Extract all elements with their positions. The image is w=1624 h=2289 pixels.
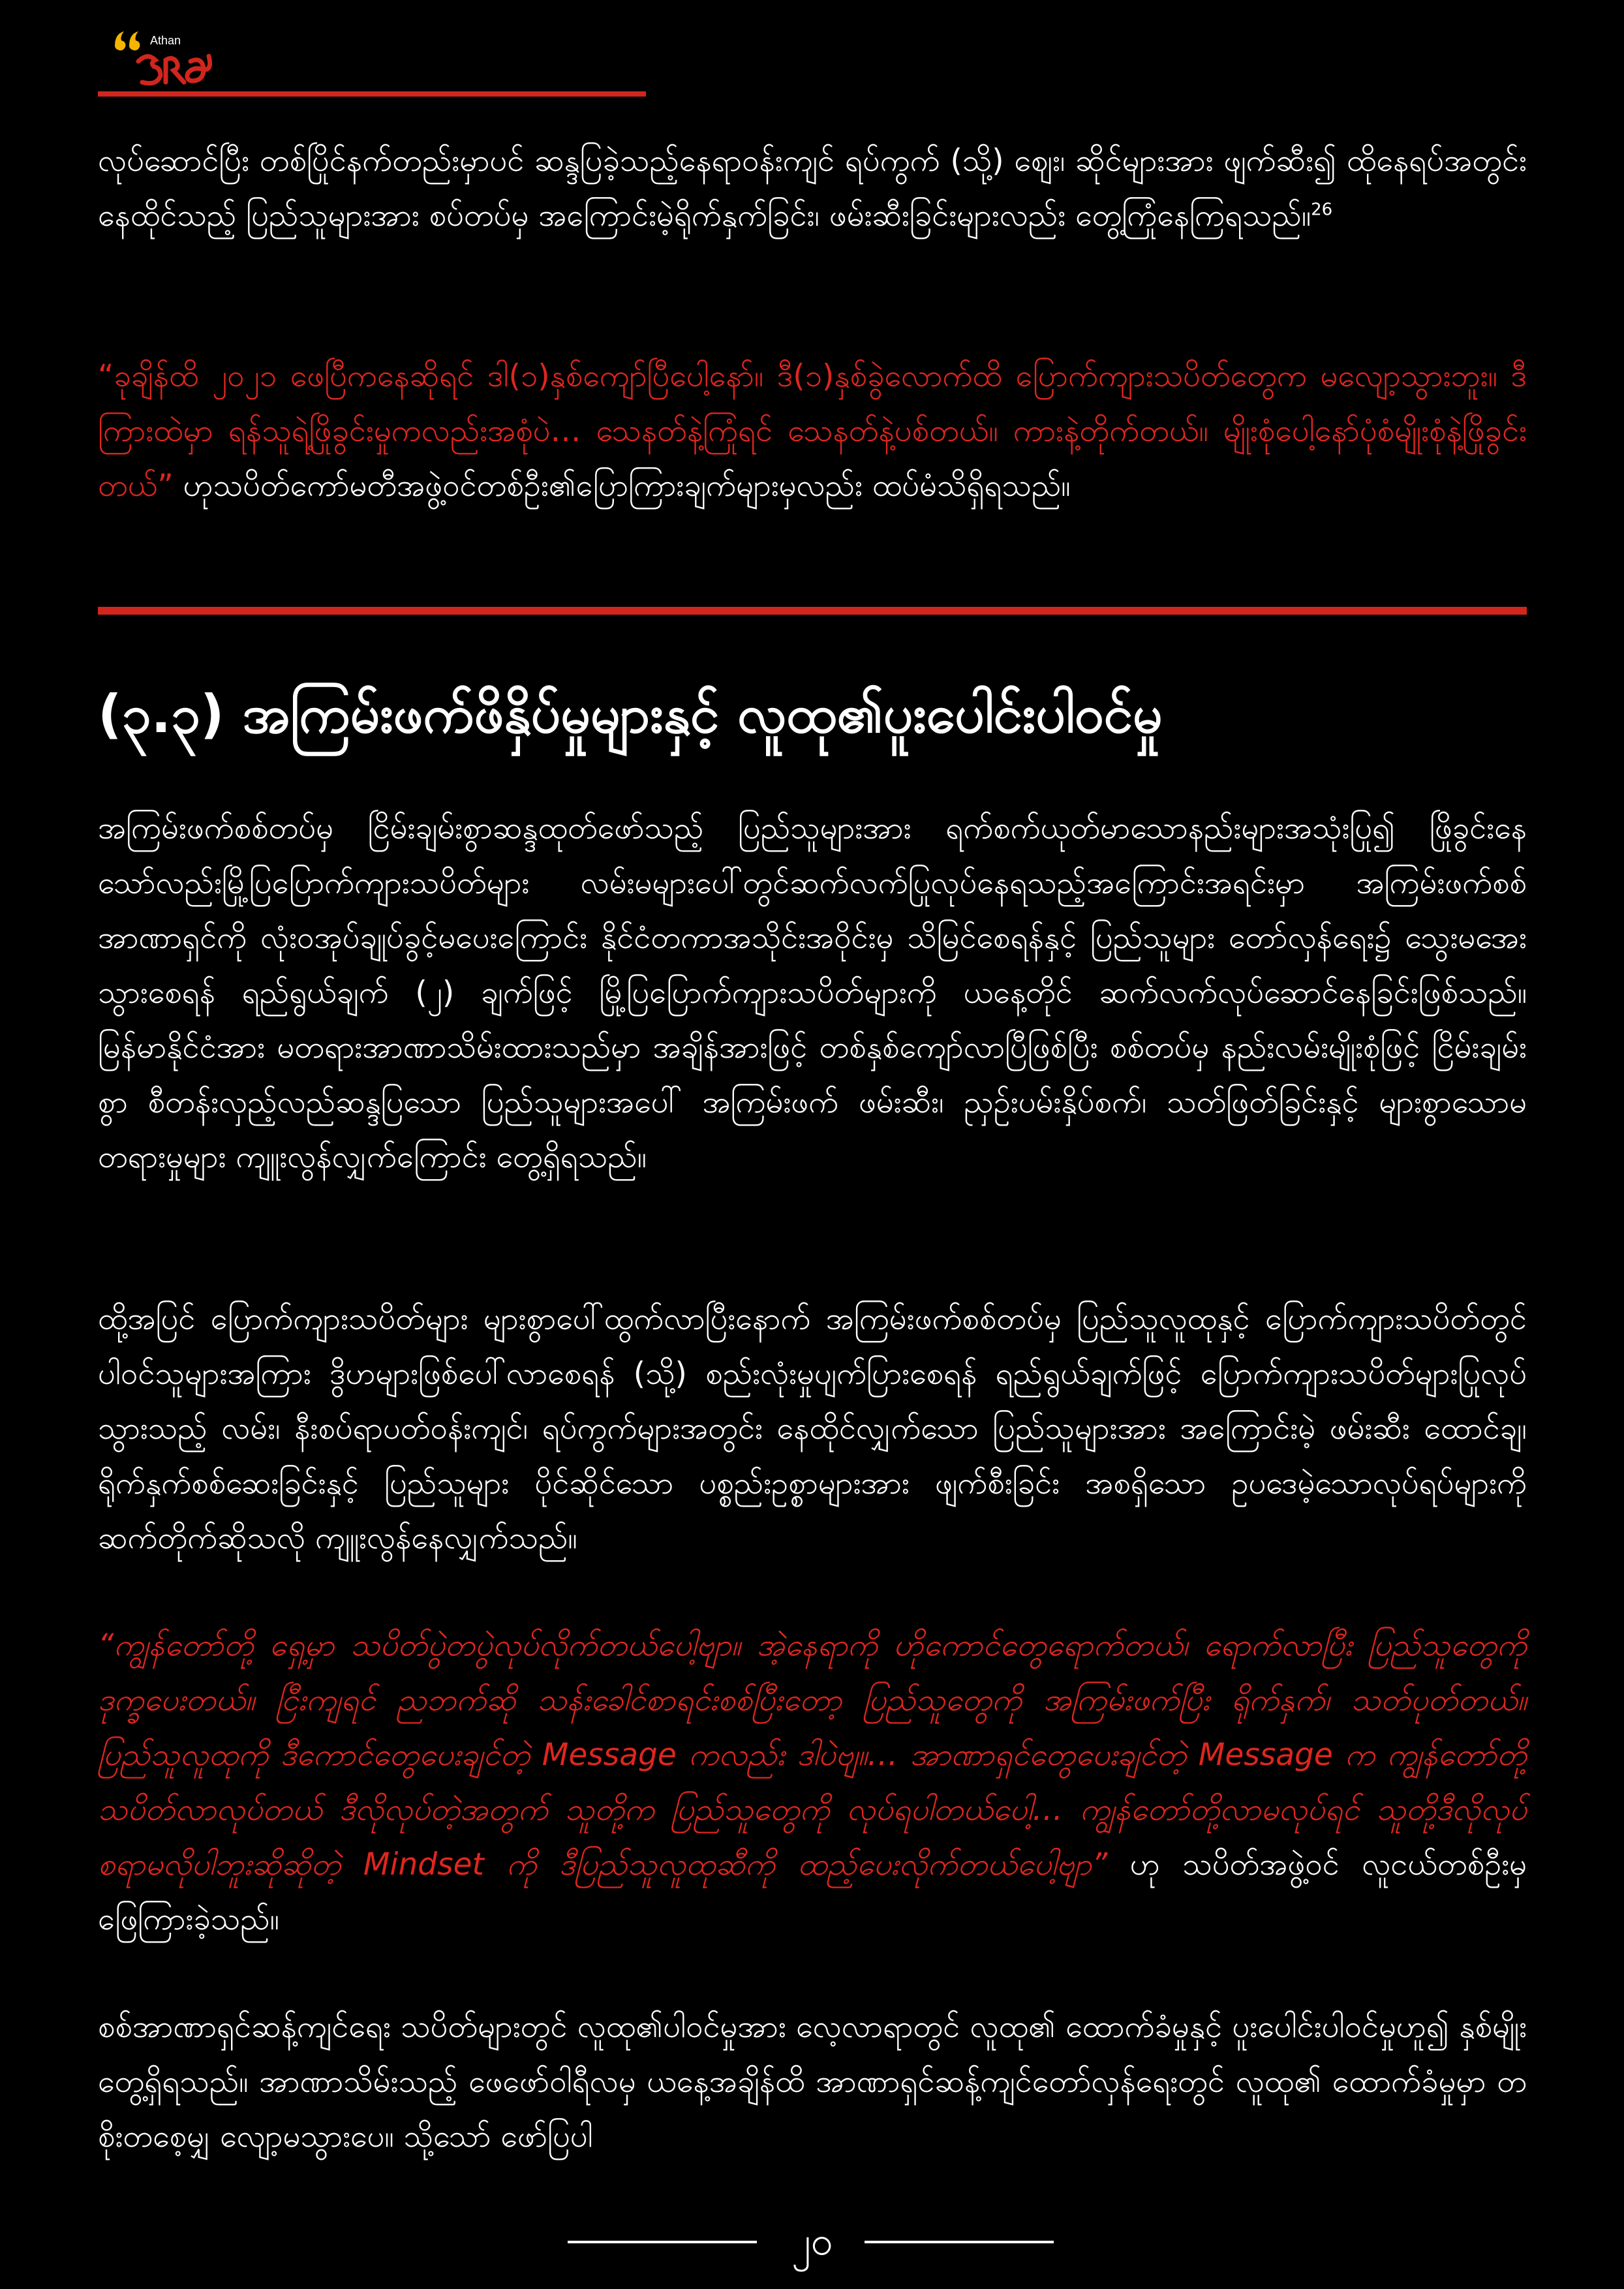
- quote-2-attribution: ဟု သပိတ်အဖွဲ့ဝင် လူငယ်တစ်ဦးမှ ဖြေကြားခဲ့သည်။: [98, 1847, 1527, 1937]
- quote-1: [98, 349, 1527, 514]
- athan-logo: [110, 29, 227, 87]
- paragraph-1: [98, 134, 1527, 243]
- footer-rule-right: [865, 2241, 1054, 2243]
- paragraph-1-text: လုပ်ဆောင်ပြီး တစ်ပြိုင်နက်တည်းမှာပင် ဆန္ဒပြခဲ့သည့်နေရာဝန်းကျင် ရပ်ကွက် (သို့) ဈေး၊ ဆိုင်များအား ဖျက်ဆီး၍ ထိုနေရပ်အတွင်းနေထိုင်သည့် ပြည်သူများအား စပ်တပ်မှ အကြောင်းမဲ့ရိုက်နှက်ခြင်း၊ ဖမ်းဆီးခြင်းများလည်း တွေ့ကြုံနေကြရသည်။: [98, 143, 1527, 234]
- quote-1-attribution: ဟုသပိတ်ကော်မတီအဖွဲ့ဝင်တစ်ဦး၏ပြောကြားချက်များမှလည်း ထပ်မံသိရှိရသည်။: [173, 468, 1071, 504]
- paragraph-2: အကြမ်းဖက်စစ်တပ်မှ ငြိမ်းချမ်းစွာဆန္ဒထုတ်ဖော်သည့် ပြည်သူများအား ရက်စက်ယုတ်မာသောနည်းများအသုံးပြု၍ ဖြိုခွင်းနေသော်လည်းမြို့ပြပြောက်ကျားသပိတ်များ လမ်းမများပေါ်တွင်ဆက်လက်ပြုလုပ်နေရသည့်အကြောင်းအရင်းမှာ အကြမ်းဖက်စစ်အာဏာရှင်ကို လုံးဝအုပ်ချုပ်ခွင့်မပေးကြောင်း နိုင်ငံတကာအသိုင်းအဝိုင်းမှ သိမြင်စေရန်နှင့် ပြည်သူများ တော်လှန်ရေး၌ သွေးမအေးသွားစေရန် ရည်ရွယ်ချက် (၂) ချက်ဖြင့် မြို့ပြပြောက်ကျားသပိတ်များကို ယနေ့တိုင် ဆက်လက်လုပ်ဆောင်နေခြင်းဖြစ်သည်။ မြန်မာနိုင်ငံအား မတရားအာဏာသိမ်းထားသည်မှာ အချိန်အားဖြင့် တစ်နှစ်ကျော်လာပြီဖြစ်ပြီး စစ်တပ်မှ နည်းလမ်းမျိုးစုံဖြင့် ငြိမ်းချမ်းစွာ စီတန်းလှည့်လည်ဆန္ဒပြသော ပြည်သူများအပေါ် အကြမ်းဖက် ဖမ်းဆီး၊ ညှဉ်းပမ်းနှိပ်စက်၊ သတ်ဖြတ်ခြင်းနှင့် များစွာသောမတရားမှုများ ကျူးလွန်လျှက်ကြောင်း တွေ့ရှိရသည်။: [98, 810, 1527, 1175]
- quote-mark-icon: [115, 31, 140, 50]
- footer-rule-left: [568, 2241, 757, 2243]
- quote-2-text: “ကျွန်တော်တို့ ရှေ့မှာ သပိတ်ပွဲတပွဲလုပ်လိုက်တယ်ပေါ့ဗျာ။ အဲ့နေရာကို ဟိုကောင်တွေရောက်တယ်၊ ရောက်လာပြီး ပြည်သူတွေကို ဒုက္ခပေးတယ်။ ငြီးကျရင် ညဘက်ဆို သန်းခေါင်စာရင်းစစ်ပြီးတော့ ပြည်သူတွေကို အကြမ်းဖက်ပြီး ရိုက်နှက်၊ သတ်ပုတ်တယ်။ ပြည်သူလူထုကို ဒီကောင်တွေပေးချင်တဲ့ Message ကလည်း ဒါပဲဗျ။… အာဏာရှင်တွေပေးချင်တဲ့ Message က ကျွန်တော်တို့ သပိတ်လာလုပ်တယ် ဒီလိုလုပ်တဲ့အတွက် သူတို့က ပြည်သူတွေကို လုပ်ရပါတယ်ပေါ့… ကျွန်တော်တို့လာမလုပ်ရင် သူတို့ဒီလိုလုပ်စရာမလိုပါဘူးဆိုဆိုတဲ့ Mindset ကို ဒီပြည်သူလူထုဆီကို ထည့်ပေးလိုက်တယ်ပေါ့ဗျာ”: [98, 1627, 1527, 1882]
- paragraph-4: စစ်အာဏာရှင်ဆန့်ကျင်ရေး သပိတ်များတွင် လူထု၏ပါဝင်မှုအား လေ့လာရာတွင် လူထု၏ ထောက်ခံမှုနှင့် ပူးပေါင်းပါဝင်မှုဟူ၍ နှစ်မျိုးတွေ့ရှိရသည်။ အာဏာသိမ်းသည့် ဖေဖော်ဝါရီလမှ ယနေ့အချိန်ထိ အာဏာရှင်ဆန့်ကျင်တော်လှန်ရေးတွင် လူထု၏ ထောက်ခံမှုမှာ တစိုးတစေ့မျှ လျော့မသွားပေ။ သို့သော် ဖော်ပြပါ: [98, 2009, 1527, 2155]
- quote-2: [98, 1618, 1527, 1947]
- footnote-marker[interactable]: 26: [1311, 200, 1333, 220]
- header-rule: [98, 91, 646, 97]
- paragraph-3: ထို့အပြင် ပြောက်ကျားသပိတ်များ များစွာပေါ်ထွက်လာပြီးနောက် အကြမ်းဖက်စစ်တပ်မှ ပြည်သူလူထုနှင့် ပြောက်ကျားသပိတ်တွင်ပါဝင်သူများအကြား ဒွိဟများဖြစ်ပေါ်လာစေရန် (သို့) စည်းလုံးမှုပျက်ပြားစေရန် ရည်ရွယ်ချက်ဖြင့် ပြောက်ကျားသပိတ်များပြုလုပ်သွားသည့် လမ်း၊ နီးစပ်ရာပတ်ဝန်းကျင်၊ ရပ်ကွက်များအတွင်း နေထိုင်လျှက်သော ပြည်သူများအား အကြောင်းမဲ့ ဖမ်းဆီး ထောင်ချ၊ ရိုက်နှက်စစ်ဆေးခြင်းနှင့် ပြည်သူများ ပိုင်ဆိုင်သော ပစ္စည်းဥစ္စာများအား ဖျက်စီးခြင်း အစရှိသော ဥပဒေမဲ့သောလုပ်ရပ်များကို ဆက်တိုက်ဆိုသလို ကျူးလွန်နေလျှက်သည်။: [98, 1301, 1527, 1556]
- page-number: ၂၀: [791, 2219, 833, 2264]
- logo-wordmark: Athan: [150, 34, 181, 47]
- page-footer: [0, 2219, 1624, 2264]
- quote-1-text: “ခုချိန်ထိ ၂၀၂၁ ဖေပြီကနေဆိုရင် ဒါ(၁)နှစ်ကျော်ပြီပေါ့နော်။ ဒီ(၁)နှစ်ခွဲလောက်ထိ ပြောက်ကျားသပိတ်တွေက မလျော့သွားဘူး။ ဒီကြားထဲမှာ ရန်သူရဲ့ဖြိုခွင်းမှုကလည်းအစုံပဲ… သေနတ်နဲ့ကြုံရင် သေနတ်နဲ့ပစ်တယ်။ ကားနဲ့တိုက်တယ်။ မျိုးစုံပေါ့နော်ပုံစံမျိုးစုံနဲ့ဖြိုခွင်းတယ်”: [98, 358, 1527, 504]
- section-divider: [98, 607, 1527, 615]
- section-heading: (၃.၃) အကြမ်းဖက်ဖိနှိပ်မှုများနှင့် လူထု၏ပူးပေါင်းပါဝင်မှု: [98, 684, 1163, 745]
